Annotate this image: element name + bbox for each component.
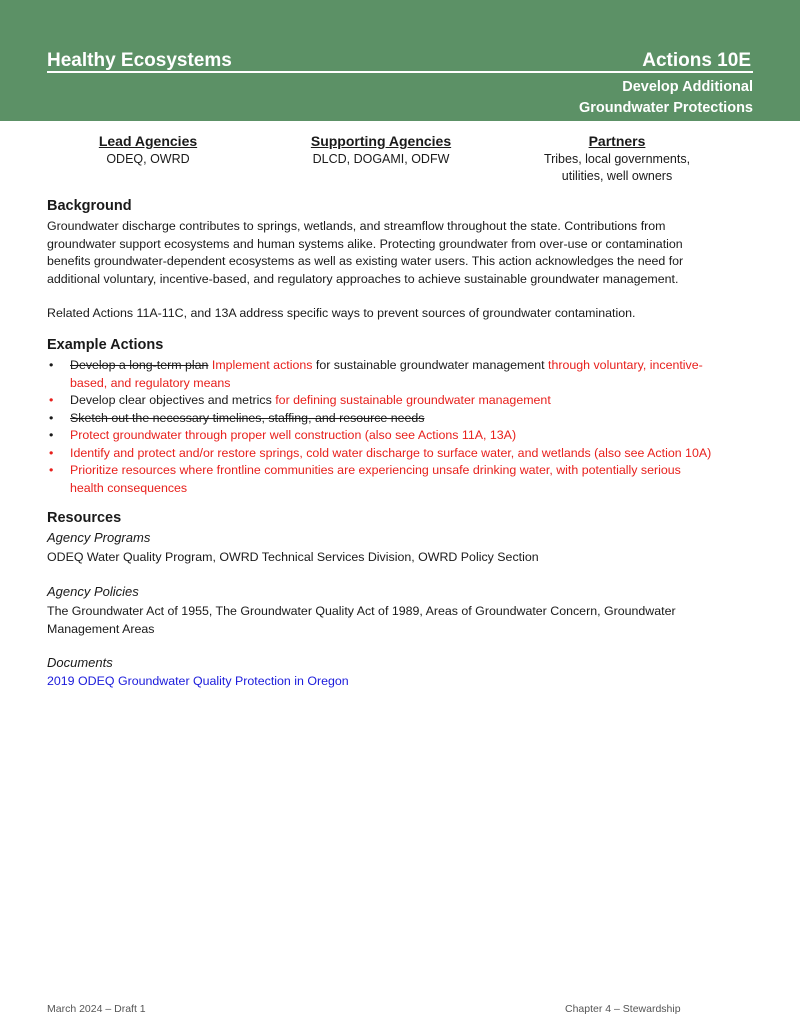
inserted-text: Protect groundwater through proper well construction (also see Actions 11A, 13A) — [70, 428, 517, 442]
bullet-icon: • — [49, 463, 54, 477]
supporting-agencies-heading: Supporting Agencies — [310, 133, 452, 149]
section-title: Healthy Ecosystems — [47, 50, 232, 71]
list-item — [47, 427, 757, 445]
list-item — [47, 410, 757, 428]
policies-line: Management Areas — [47, 621, 155, 636]
agency-policies-text — [47, 603, 753, 638]
bullet-icon: • — [49, 358, 54, 372]
original-text: for sustainable groundwater management — [312, 358, 545, 372]
action-title — [579, 77, 753, 119]
inserted-text: through voluntary, incentive- — [544, 358, 703, 372]
deleted-text: Sketch out the necessary timelines, staffing, and resource needs — [70, 410, 425, 425]
background-heading: Background — [47, 198, 132, 214]
bullet-icon: • — [49, 445, 54, 460]
deleted-text: Develop a long-term plan — [70, 358, 209, 372]
header-banner — [0, 0, 800, 121]
bullet-icon: • — [49, 410, 54, 425]
list-item — [47, 357, 757, 392]
footer-chapter: Chapter 4 – Stewardship — [565, 1003, 681, 1015]
bullet-icon: • — [49, 393, 54, 407]
background-line: Groundwater discharge contributes to springs, wetlands, and streamflow throughout the state. Contributions from — [47, 219, 666, 233]
bullet-icon: • — [49, 428, 54, 442]
agency-programs-heading: Agency Programs — [47, 530, 151, 545]
footer-date: March 2024 – Draft 1 — [47, 1003, 146, 1015]
partners-text-line1: Tribes, local governments, — [543, 152, 691, 166]
title-underline — [47, 71, 753, 73]
background-line: benefits groundwater-dependent ecosystems as well as existing water users. This action acknowledges the need for — [47, 254, 684, 268]
original-text: Develop clear objectives and metrics — [70, 393, 272, 407]
example-actions-list — [47, 357, 757, 497]
related-actions-paragraph: Related Actions 11A-11C, and 13A address specific ways to prevent sources of groundwater contamination. — [47, 306, 636, 320]
inserted-text: for defining sustainable groundwater management — [271, 393, 551, 407]
partners-text-line2: utilities, well owners — [561, 169, 673, 183]
documents-heading: Documents — [47, 655, 113, 670]
inserted-text: based, and regulatory means — [70, 375, 231, 390]
background-line: additional voluntary, incentive-based, and regulatory approaches to achieve sustainable groundwater management. — [47, 271, 679, 286]
supporting-agencies — [281, 131, 481, 168]
lead-agencies-heading: Lead Agencies — [98, 133, 198, 149]
inserted-text: Identify and protect and/or restore springs, cold water discharge to surface water, and wetlands (also see Action 10A) — [70, 445, 712, 460]
lead-agencies-text: ODEQ, OWRD — [106, 152, 190, 166]
agency-policies-heading: Agency Policies — [47, 584, 139, 599]
example-actions-heading: Example Actions — [47, 337, 164, 353]
action-title-line1: Develop Additional — [622, 79, 753, 95]
list-item — [47, 445, 757, 463]
agency-programs-text: ODEQ Water Quality Program, OWRD Technical Services Division, OWRD Policy Section — [47, 550, 539, 564]
background-line: groundwater support ecosystems and human systems alike. Protecting groundwater from over-use or contamination — [47, 236, 683, 251]
document-link[interactable]: 2019 ODEQ Groundwater Quality Protection in Oregon — [47, 674, 349, 688]
resources-heading: Resources — [47, 510, 122, 526]
inserted-text: Prioritize resources where frontline communities are experiencing unsafe drinking water, with potentially serious — [70, 463, 681, 477]
inserted-text: health consequences — [70, 480, 188, 495]
policies-line: The Groundwater Act of 1955, The Groundwater Quality Act of 1989, Areas of Groundwater Concern, Groundwater — [47, 604, 676, 618]
partners — [517, 131, 717, 185]
background-paragraph — [47, 218, 753, 288]
lead-agencies — [48, 131, 248, 168]
list-item — [47, 462, 757, 497]
supporting-agencies-text: DLCD, DOGAMI, ODFW — [312, 152, 450, 166]
action-title-line2: Groundwater Protections — [578, 100, 753, 116]
list-item — [47, 392, 757, 410]
inserted-text: Implement actions — [208, 358, 313, 372]
partners-heading: Partners — [588, 133, 646, 149]
action-number: Actions 10E — [642, 50, 751, 71]
